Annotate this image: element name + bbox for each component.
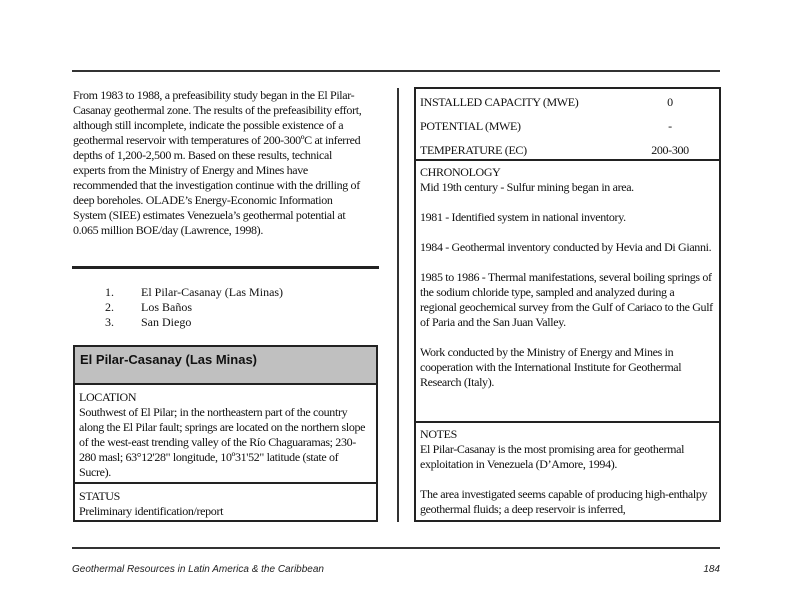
chronology-entry: 1985 to 1986 - Thermal manifestations, several boiling springs of the sodium chloride type, sampled and analyzed during a regional geochemical survey from the Gulf of Cariaco to the Gulf of Paria and the San Juan Valley. bbox=[420, 270, 713, 329]
chronology-entry: Work conducted by the Ministry of Energy and Mines in cooperation with the International Institute for Geothermal Research (Italy). bbox=[420, 345, 682, 389]
top-rule bbox=[72, 70, 720, 72]
notes-entry: El Pilar-Casanay is the most promising area for geothermal exploitation in Venezuela (D’Amore, 1994). bbox=[420, 442, 685, 471]
property-row bbox=[416, 114, 719, 138]
site-info-box bbox=[73, 345, 378, 522]
site-details-box bbox=[414, 87, 721, 522]
list-number: 1. bbox=[105, 285, 114, 299]
property-value: - bbox=[668, 118, 672, 133]
properties-table bbox=[416, 89, 719, 161]
property-row bbox=[416, 138, 719, 162]
property-row bbox=[416, 90, 719, 114]
property-label: POTENTIAL (MWE) bbox=[420, 118, 521, 133]
notes-heading: NOTES bbox=[420, 427, 457, 441]
notes-section bbox=[416, 423, 719, 517]
property-label: INSTALLED CAPACITY (MWE) bbox=[420, 94, 579, 109]
status-heading: STATUS bbox=[79, 489, 120, 503]
page-number: 184 bbox=[703, 564, 720, 575]
section-divider bbox=[72, 266, 379, 269]
location-text: Southwest of El Pilar; in the northeastern part of the country along the El Pilar fault; springs are located on the northern slope of the west-east trending valley of the Río Chaguaramas; 230-280 masl; 63°12'28" longitude, 10º31'52" latitude (state of Sucre). bbox=[79, 405, 366, 479]
chronology-entry: 1984 - Geothermal inventory conducted by Hevia and Di Gianni. bbox=[420, 240, 712, 254]
chronology-heading: CHRONOLOGY bbox=[420, 165, 501, 179]
list-number: 3. bbox=[105, 315, 114, 329]
location-heading: LOCATION bbox=[79, 390, 137, 404]
chronology-entry: Mid 19th century - Sulfur mining began in area. bbox=[420, 180, 634, 194]
site-title: El Pilar-Casanay (Las Minas) bbox=[75, 347, 376, 385]
footer-title: Geothermal Resources in Latin America & the Caribbean bbox=[72, 564, 324, 575]
chronology-entry: 1981 - Identified system in national inventory. bbox=[420, 210, 626, 224]
list-item bbox=[105, 300, 283, 315]
list-label: El Pilar-Casanay (Las Minas) bbox=[141, 285, 284, 299]
status-text: Preliminary identification/report bbox=[79, 504, 224, 518]
chronology-section bbox=[416, 161, 719, 423]
property-value: 200-300 bbox=[651, 142, 689, 157]
property-value: 0 bbox=[667, 94, 673, 109]
column-divider bbox=[397, 88, 399, 522]
list-item bbox=[105, 315, 283, 330]
list-number: 2. bbox=[105, 300, 114, 314]
intro-paragraph bbox=[73, 88, 363, 238]
list-label: Los Baños bbox=[141, 300, 192, 314]
site-list bbox=[105, 285, 283, 330]
location-section bbox=[75, 385, 376, 484]
list-item bbox=[105, 285, 283, 300]
property-label: TEMPERATURE (ЕC) bbox=[420, 142, 527, 157]
notes-entry: The area investigated seems capable of producing high-enthalpy geothermal fluids; a deep reservoir is inferred, bbox=[420, 487, 708, 516]
intro-text: From 1983 to 1988, a prefeasibility study began in the El Pilar-Casanay geothermal zone. The results of the prefeasibility effort, although still incomplete, indicate the possible existence of a geothermal reservoir with temperatures of 200-300ºC at inferred depths of 1,200-2,500 m. Based on these results, technical experts from the Ministry of Energy and Mines have recommended that the investigation continue with the drilling of deep boreholes. OLADE’s Energy-Economic Information System (SIEE) estimates Venezuela’s geothermal potential at 0.065 million BOE/day (Lawrence, 1998). bbox=[73, 88, 362, 237]
list-label: San Diego bbox=[141, 315, 192, 329]
bottom-rule bbox=[72, 547, 720, 549]
status-section bbox=[75, 484, 376, 521]
